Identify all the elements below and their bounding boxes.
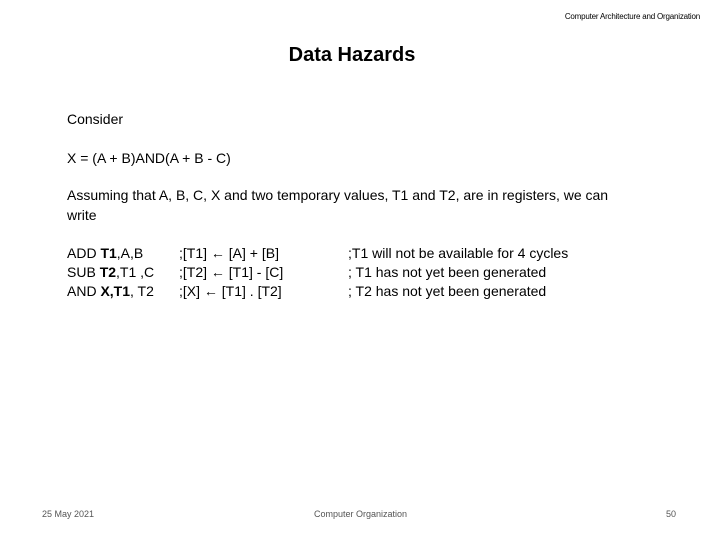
comment-add: ;T1 will not be available for 4 cycles <box>348 245 569 261</box>
page-number: 50 <box>665 509 676 519</box>
assumption-text: Assuming that A, B, C, X and two temporary values, T1 and T2, are in registers, we can write <box>67 187 609 223</box>
opcode: ADD <box>67 245 101 261</box>
rtl-sub: ;[T2] ← [T1] - [C] <box>179 264 284 280</box>
destination-register: T1 <box>100 245 117 261</box>
operands: , T2 <box>130 283 154 299</box>
destination-register: T2 <box>99 264 117 280</box>
consider-text: Consider <box>67 111 124 127</box>
instruction-add <box>67 244 143 263</box>
slide-title: Data Hazards <box>288 44 416 66</box>
expression-text: X = (A + B)AND(A + B - C) <box>67 150 231 166</box>
rtl-add: ;[T1] ← [A] + [B] <box>179 245 279 261</box>
opcode: SUB <box>67 264 100 280</box>
destination-register: X,T1 <box>100 283 131 299</box>
operands: ,T1 ,C <box>116 264 155 280</box>
instruction-and <box>67 282 154 301</box>
comment-and: ; T2 has not yet been generated <box>348 283 547 299</box>
header-course-title: Computer Architecture and Organization <box>564 12 700 21</box>
opcode: AND <box>67 283 101 299</box>
footer-course: Computer Organization <box>314 509 408 519</box>
instruction-sub <box>67 263 154 282</box>
operands: ,A,B <box>116 245 144 261</box>
footer-date: 25 May 2021 <box>42 509 95 519</box>
comment-sub: ; T1 has not yet been generated <box>348 264 547 280</box>
rtl-and: ;[X] ← [T1] . [T2] <box>179 283 282 299</box>
